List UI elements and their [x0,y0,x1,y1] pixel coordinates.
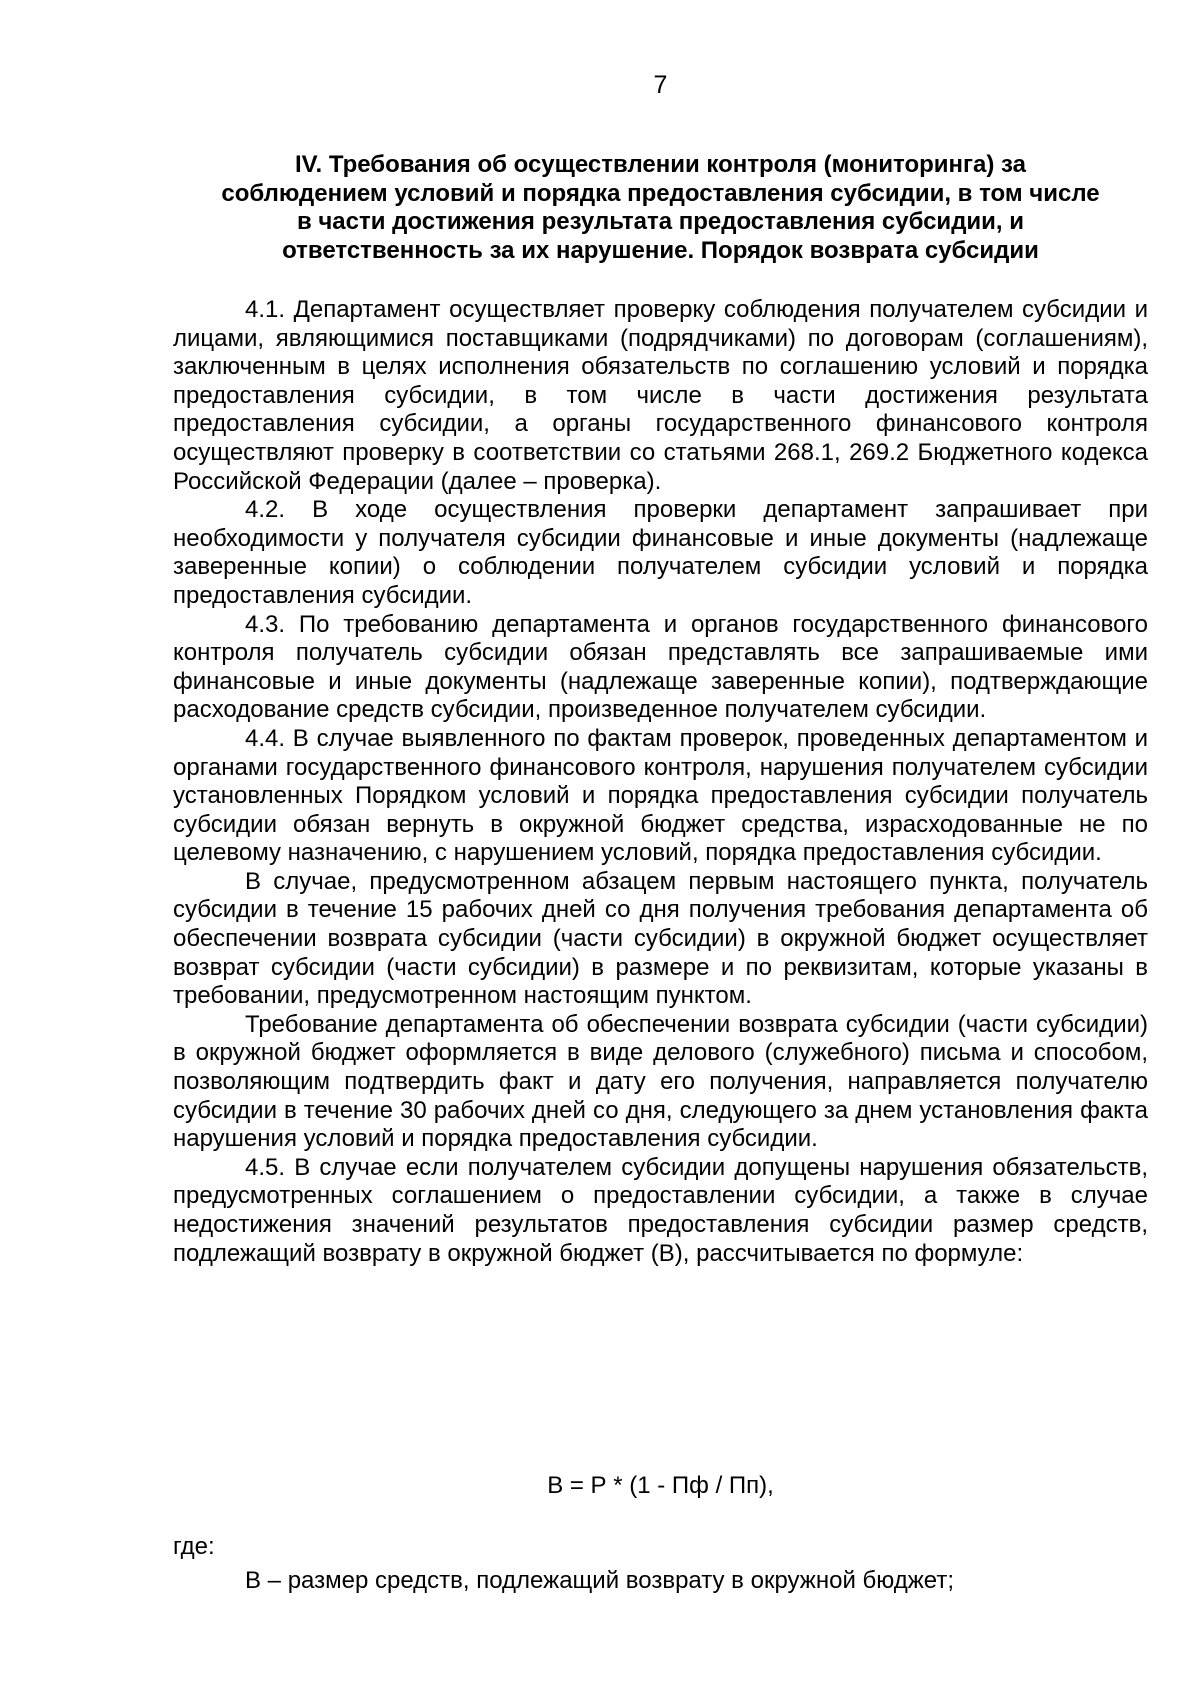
page-number: 7 [653,71,668,99]
heading-line: ответственность за их нарушение. Порядок возврата субсидии [282,236,1039,264]
heading-line: соблюдением условий и порядка предоставления субсидии, в том числе [221,179,1100,207]
paragraph-4-2: 4.2. В ходе осуществления проверки департамент запрашивает при необходимости у получателя субсидии финансовые и иные документы (надлежаще заверенные копии) о соблюдении получателем субсидии условий и порядка предоставления субсидии. [173,496,1148,609]
paragraph-4-4-requirement: Требование департамента об обеспечении возврата субсидии (части субсидии) в окружной бюджет оформляется в виде делового (служебного) письма и способом, позволяющим подтвердить факт и дату его получения, направляется получателю субсидии в течение 30 рабочих дней со дня, следующего за днем установления факта нарушения условий и порядка предоставления субсидии. [173,1010,1148,1153]
section-heading [173,151,1148,265]
paragraph-4-4: 4.4. В случае выявленного по фактам проверок, проведенных департаментом и органами государственного финансового контроля, нарушения получателем субсидии установленных Порядком условий и порядка предоставления субсидии получатель субсидии обязан вернуть в окружной бюджет средства, израсходованные не по целевому назначению, с нарушением условий, порядка предоставления субсидии. [173,724,1148,867]
where-label: где: [173,1533,215,1560]
heading-line: IV. Требования об осуществлении контроля (мониторинга) за [295,151,1026,178]
refund-formula: В = Р * (1 - Пф / Пп), [547,1472,774,1499]
paragraph-4-4-return: В случае, предусмотренном абзацем первым настоящего пункта, получатель субсидии в течение 15 рабочих дней со дня получения требования департамента об обеспечении возврата субсидии (части субсидии) в окружной бюджет осуществляет возврат субсидии (части субсидии) в размере и по реквизитам, которые указаны в требовании, предусмотренном настоящим пунктом. [173,867,1148,1010]
heading-line: в части достижения результата предоставления субсидии, и [296,208,1025,236]
section-body [173,296,1148,1268]
formula-definition: В – размер средств, подлежащий возврату в окружной бюджет; [245,1567,955,1594]
paragraph-4-5: 4.5. В случае если получателем субсидии допущены нарушения обязательств, предусмотренных соглашением о предоставлении субсидии, а также в случае недостижения значений результатов предоставления субсидии размер средств, подлежащий возврату в окружной бюджет (В), рассчитывается по формуле: [173,1153,1148,1267]
paragraph-4-3: 4.3. По требованию департамента и органов государственного финансового контроля получатель субсидии обязан представлять все запрашиваемые ими финансовые и иные документы (надлежаще заверенные копии), подтверждающие расходование средств субсидии, произведенное получателем субсидии. [173,610,1148,724]
paragraph-4-1: 4.1. Департамент осуществляет проверку соблюдения получателем субсидии и лицами, являющимися поставщиками (подрядчиками) по договорам (соглашениям), заключенным в целях исполнения обязательств по соглашению условий и порядка предоставления субсидии, в том числе в части достижения результата предоставления субсидии, а органы государственного финансового контроля осуществляют проверку в соответствии со статьями 268.1, 269.2 Бюджетного кодекса Российской Федерации (далее – проверка). [173,296,1148,495]
